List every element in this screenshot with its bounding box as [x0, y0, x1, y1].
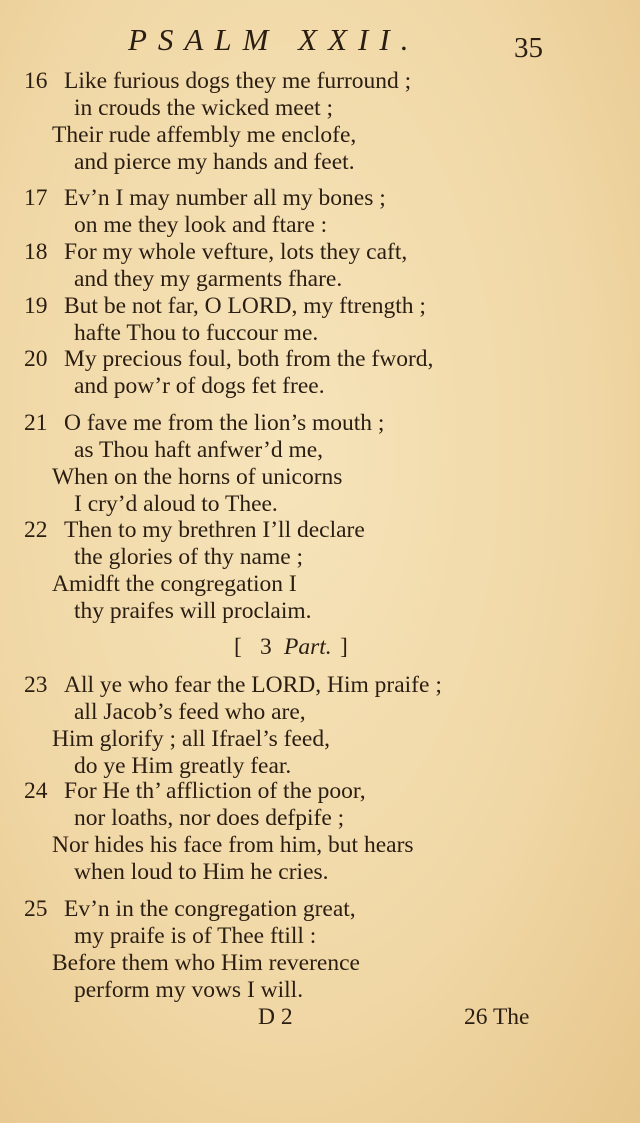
verse-text: all Jacob’s feed who are, [74, 699, 306, 725]
verse-number: 24 [24, 778, 48, 804]
verse-number: 21 [24, 410, 48, 436]
verse-line [0, 410, 640, 437]
verse-number: 25 [24, 896, 48, 922]
verse-text: as Thou haft anfwer’d me, [74, 437, 324, 463]
verse-number: 16 [24, 68, 48, 94]
verse-text: I cry’d aloud to Thee. [74, 491, 278, 517]
verse-line [0, 491, 640, 518]
verse-text: Ev’n I may number all my bones ; [64, 185, 386, 211]
verse-text: nor loaths, nor does defpife ; [74, 805, 345, 831]
verse-text: For my whole vefture, lots they caft, [64, 239, 408, 265]
verse-25 [0, 896, 640, 1004]
verse-number: 22 [24, 517, 48, 543]
verse-number: 20 [24, 346, 48, 372]
verse-line [0, 149, 640, 176]
verse-text: Him glorify ; all Ifrael’s feed, [52, 726, 330, 752]
verse-23 [0, 672, 640, 780]
verse-text: the glories of thy name ; [74, 544, 304, 570]
verse-line [0, 859, 640, 886]
verse-line [0, 293, 640, 320]
verse-19 [0, 293, 640, 347]
verse-text: in crouds the wicked meet ; [74, 95, 334, 121]
verse-line [0, 266, 640, 293]
verse-number: 19 [24, 293, 48, 319]
verse-line [0, 95, 640, 122]
verse-line [0, 778, 640, 805]
verse-line [0, 464, 640, 491]
verse-text: Their rude affembly me enclofe, [52, 122, 357, 148]
verse-line [0, 805, 640, 832]
verse-text: and pierce my hands and feet. [74, 149, 355, 175]
part-bracket-close: ] [340, 634, 348, 660]
verse-line [0, 68, 640, 95]
verse-line [0, 185, 640, 212]
verse-22 [0, 517, 640, 625]
verse-text: my praife is of Thee ftill : [74, 923, 317, 949]
verse-line [0, 977, 640, 1004]
verse-line [0, 598, 640, 625]
verse-text: on me they look and ftare : [74, 212, 328, 238]
verse-line [0, 122, 640, 149]
page-number: 35 [514, 32, 543, 64]
verse-text: Then to my brethren I’ll declare [64, 517, 365, 543]
verse-text: when loud to Him he cries. [74, 859, 329, 885]
verse-text: All ye who fear the LORD, Him praife ; [64, 672, 442, 698]
verse-line [0, 212, 640, 239]
signature-mark: D 2 [258, 1004, 293, 1030]
verse-16 [0, 68, 640, 176]
verse-text: But be not far, O LORD, my ftrength ; [64, 293, 426, 319]
verse-text: perform my vows I will. [74, 977, 304, 1003]
part-number: 3 [260, 634, 272, 660]
verse-line [0, 239, 640, 266]
verse-line [0, 437, 640, 464]
verse-line [0, 373, 640, 400]
verse-line [0, 726, 640, 753]
verse-text: For He th’ affliction of the poor, [64, 778, 366, 804]
page-footer [0, 1004, 640, 1034]
verse-line [0, 950, 640, 977]
verse-number: 23 [24, 672, 48, 698]
verse-line [0, 699, 640, 726]
verse-text: Nor hides his face from him, but hears [52, 832, 414, 858]
part-bracket-open: [ [234, 634, 242, 660]
verse-17 [0, 185, 640, 239]
verse-24 [0, 778, 640, 886]
verse-text: and they my garments fhare. [74, 266, 343, 292]
running-title: PSALM XXII. [128, 22, 420, 57]
verse-text: do ye Him greatly fear. [74, 753, 292, 779]
verse-text: and pow’r of dogs fet free. [74, 373, 325, 399]
verse-text: thy praifes will proclaim. [74, 598, 312, 624]
verse-line [0, 832, 640, 859]
verse-18 [0, 239, 640, 293]
verse-20 [0, 346, 640, 400]
page-header [0, 22, 640, 62]
verse-line [0, 320, 640, 347]
part-word: Part. [284, 634, 332, 660]
verse-text: O fave me from the lion’s mouth ; [64, 410, 385, 436]
verse-line [0, 896, 640, 923]
verse-line [0, 346, 640, 373]
verse-line [0, 544, 640, 571]
verse-line [0, 753, 640, 780]
verse-21 [0, 410, 640, 518]
verse-line [0, 517, 640, 544]
verse-line [0, 672, 640, 699]
catchword: 26 The [464, 1004, 530, 1030]
verse-number: 17 [24, 185, 48, 211]
verse-text: Amidft the congregation I [52, 571, 297, 597]
verse-number: 18 [24, 239, 48, 265]
verse-text: Before them who Him reverence [52, 950, 360, 976]
verse-line [0, 923, 640, 950]
verse-text: Ev’n in the congregation great, [64, 896, 356, 922]
part-heading [0, 634, 640, 664]
verse-text: When on the horns of unicorns [52, 464, 343, 490]
verse-text: hafte Thou to fuccour me. [74, 320, 319, 346]
verse-text: Like furious dogs they me furround ; [64, 68, 412, 94]
verse-line [0, 571, 640, 598]
verse-text: My precious foul, both from the fword, [64, 346, 434, 372]
